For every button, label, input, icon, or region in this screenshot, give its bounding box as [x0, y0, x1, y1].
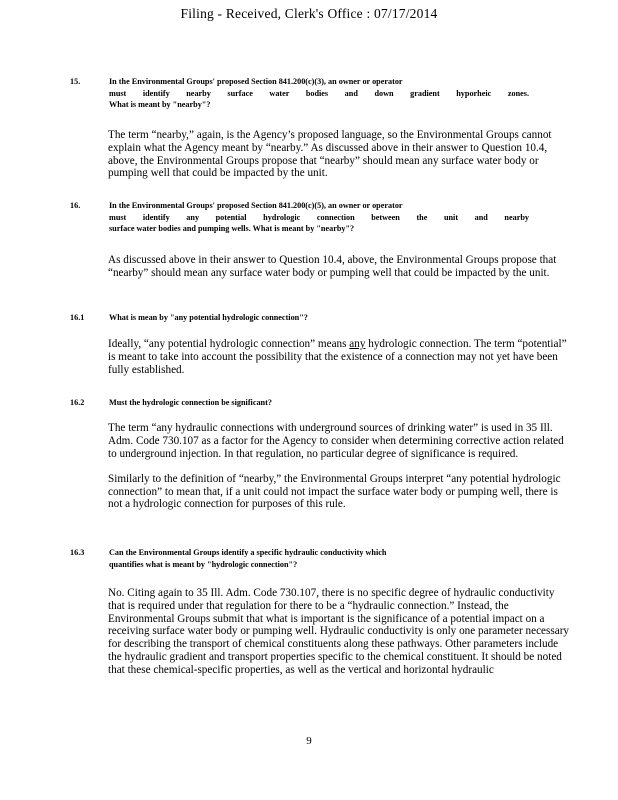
answer-16-2: [108, 422, 570, 524]
question-number: 16.2: [70, 398, 85, 407]
answer-paragraph: The term “any hydraulic connections with underground sources of drinking water” is used in 35 Ill. Adm. Code 730.107 as a factor for the Agency to consider when determining corrective action related to underground injection. In that regulation, no particular degree of significance is required.: [108, 422, 564, 460]
question-line: What is mean by "any potential hydrologic connection"?: [109, 313, 308, 322]
emphasis-underline: any: [349, 338, 366, 350]
answer-16-1: [108, 338, 570, 389]
question-line: surface water bodies and pumping wells. What is meant by "nearby"?: [109, 224, 355, 233]
answer-text: Ideally, “any potential hydrologic connection” means: [108, 338, 350, 350]
question-number: 16.1: [70, 313, 85, 322]
answer-paragraph: No. Citing again to 35 Ill. Adm. Code 730.107, there is no specific degree of hydraulic conductivity that is required under that regulation for there to be a “hydraulic connection.” Instead, the Environmental Groups submit that what is important is the significance of a potential impact on a receiving surface water body or pumping well. Hydraulic conductivity is only one parameter necessary for describing the transport of chemical constituents along these pathways. Other parameters include the hydraulic gradient and transport properties specific to the chemical constituent. It should be noted that these chemical-specific properties, as well as the vertical and horizontal hydraulic: [108, 587, 570, 676]
page-number: 9: [306, 735, 312, 747]
question-text: [109, 397, 529, 409]
answer-paragraph: The term “nearby,” again, is the Agency’s proposed language, so the Environmental Groups cannot explain what the Agency meant by “nearby.” As discussed above in their answer to Question 10.4, above, the Environmental Groups propose that “nearby” should mean any surface water body or pumping well that could be impacted by the unit.: [108, 129, 552, 180]
question-text: [109, 200, 529, 235]
question-line: quantifies what is meant by "hydrologic connection"?: [109, 559, 298, 569]
question-line: Can the Environmental Groups identify a specific hydraulic conductivity which: [109, 548, 387, 557]
question-text: [109, 76, 529, 111]
question-number: 16.: [70, 201, 81, 210]
question-line: What is meant by "nearby"?: [109, 100, 211, 109]
question-line: must identify any potential hydrologic connection between the unit and nearby: [109, 212, 529, 222]
question-text: [109, 312, 529, 324]
answer-paragraph: As discussed above in their answer to Question 10.4, above, the Environmental Groups propose that “nearby” should mean any surface water body or pumping well that could be impacted by the unit.: [108, 254, 557, 279]
question-line: Must the hydrologic connection be significant?: [109, 398, 272, 407]
question-line: In the Environmental Groups' proposed Section 841.200(c)(5), an owner or operator: [109, 201, 403, 210]
answer-paragraph: Similarly to the definition of “nearby,” the Environmental Groups interpret “any potential hydrologic connection” to mean that, if a unit could not impact the surface water body or pumping well, there is not a hydrologic connection for purposes of this rule.: [108, 472, 561, 511]
question-number: 15.: [70, 77, 81, 86]
answer-15: [108, 129, 570, 193]
question-number: 16.3: [70, 548, 85, 557]
question-text: [109, 547, 529, 570]
answer-text: hydrologic connection. The term “potential” is meant to take into account the possibility that the existence of a connection may not yet have been fully established.: [108, 338, 567, 376]
answer-16-3: [108, 587, 570, 689]
filing-header: Filing - Received, Clerk's Office : 07/17/2014: [180, 6, 438, 21]
answer-16: [108, 254, 570, 292]
question-line: In the Environmental Groups' proposed Section 841.200(c)(3), an owner or operator: [109, 77, 403, 86]
answer-paragraph: [108, 338, 570, 376]
question-line: must identify nearby surface water bodies and down gradient hyporheic zones.: [109, 88, 529, 98]
